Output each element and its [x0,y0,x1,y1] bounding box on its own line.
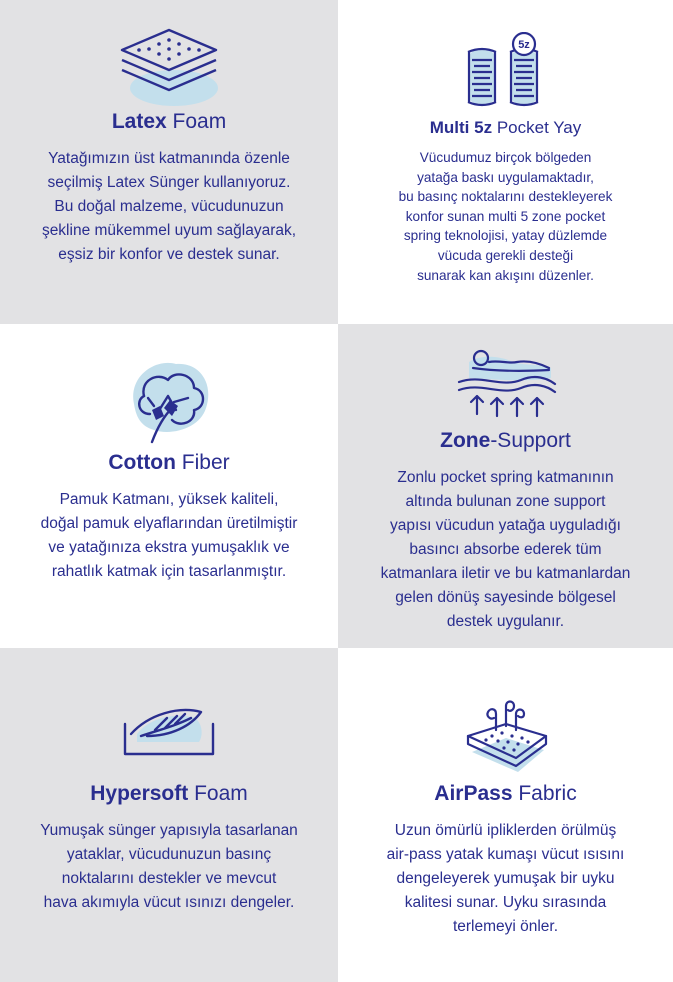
pocket-spring-badge: 5z [517,39,530,51]
feature-title: Zone-Support [440,429,571,452]
feature-description: Uzun ömürlü ipliklerden örülmüş air-pass yatak kumaşı vücut ısısını dengeleyerek yumuşak bir uyku kalitesi sunar. Uyku sırasında terlemeyi önler. [386,822,625,935]
cotton-flower-icon [114,356,224,452]
feature-title: Latex Foam [111,110,227,133]
feature-description: Vücudumuz birçok bölgeden yatağa baskı uygulamaktadır, bu basınç noktalarını destekleyerek konfor sunan multi 5 zone pocket spring teknolojisi, yatay düzlemde vücuda gerekli desteği sunarak kan akışını düzenler. [398,150,613,283]
feature-title: AirPass Fabric [434,782,577,805]
feature-title: Multi 5z Pocket Yay [429,118,582,137]
feature-zone-support [338,324,673,648]
feature-description: Yatağımızın üst katmanında özenle seçilmiş Latex Sünger kullanıyoruz. Bu doğal malzeme, vücudunuzun şekline mükemmel uyum sağlayarak, eşsiz bir konfor ve destek sunar. [41,150,297,263]
feature-title: Cotton Fiber [108,451,230,474]
feature-hypersoft-foam [0,648,338,982]
feature-title: Hypersoft Foam [90,782,248,805]
feature-latex-foam [0,0,338,324]
feature-airpass-fabric [338,648,673,982]
feature-cotton-fiber [0,324,338,648]
feature-description: Yumuşak sünger yapısıyla tasarlanan yataklar, vücudunuzun basınç noktalarını destekler ve mevcut hava akımıyla vücut ısınızı dengeler. [40,822,298,911]
feature-multi-5z-pocket-yay [338,0,673,324]
airpass-fabric-icon [456,700,556,780]
zone-support-icon [451,344,561,418]
feature-description: Zonlu pocket spring katmanının altında bulunan zone support yapısı vücudun yatağa uyguladığı basıncı absorbe ederek tüm katmanlara iletir ve bu katmanlardan gelen dönüş sayesinde bölgesel destek uygulanır. [380,469,631,630]
hypersoft-feather-icon [119,696,219,766]
feature-description: Pamuk Katmanı, yüksek kaliteli, doğal pamuk elyaflarından üretilmiştir ve yatağınıza ekstra yumuşaklık ve rahatlık katmak için tasarlanmıştır. [40,491,298,580]
latex-foam-layers-icon [114,22,224,110]
pocket-spring-icon [456,32,556,112]
